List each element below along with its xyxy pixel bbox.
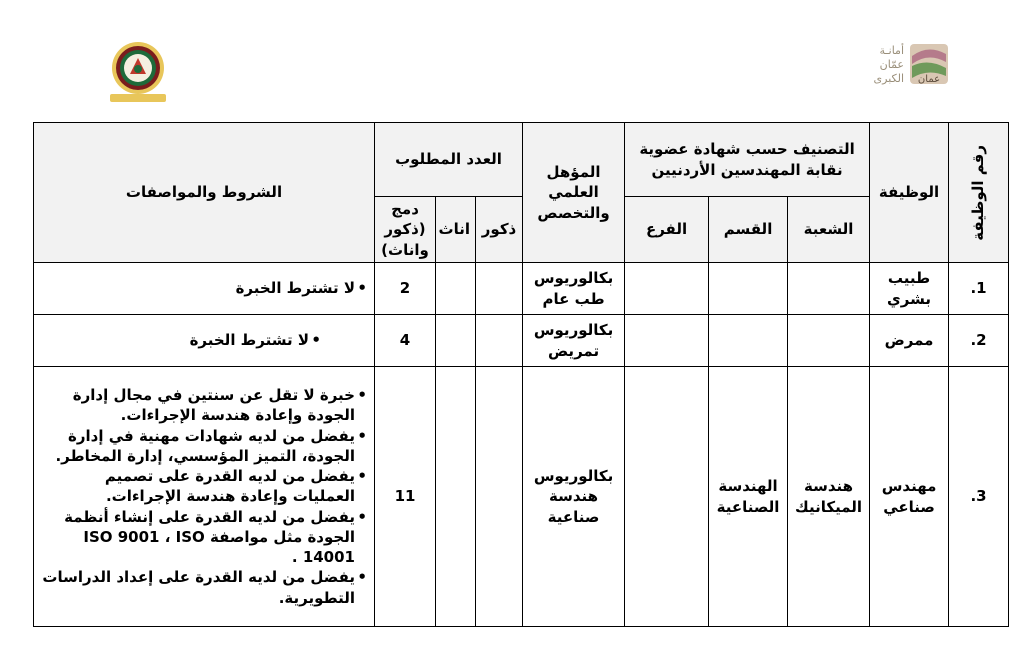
logo-text-line1: أمانـة	[879, 44, 904, 57]
table-row	[34, 263, 1009, 315]
section-cell	[709, 263, 788, 315]
job-title-cell: ممرض	[870, 315, 949, 367]
section-cell: الهندسة الصناعية	[709, 367, 788, 627]
branch-cell	[625, 367, 709, 627]
condition-item: • يفضل من لديه القدرة على إنشاء أنظمة الجودة مثل مواصفة ISO 9001 ، ISO 14001 .	[39, 507, 355, 568]
division-cell: هندسة الميكانيك	[788, 367, 870, 627]
header-count-required: العدد المطلوب	[375, 123, 523, 197]
merged-count-cell: 4	[375, 315, 436, 367]
header-job: الوظيفة	[870, 123, 949, 263]
header-section: القسم	[709, 197, 788, 263]
males-count-cell	[476, 367, 523, 627]
job-title-cell: طبيب بشري	[870, 263, 949, 315]
header-qualification: المؤهل العلمي والتخصص	[523, 123, 625, 263]
job-number-cell: 1.	[949, 263, 1009, 315]
division-cell	[788, 263, 870, 315]
qualification-cell: بكالوريوس طب عام	[523, 263, 625, 315]
logo-text-line2: عمّان	[879, 58, 904, 71]
engineers-association-seal-logo	[104, 40, 172, 104]
merged-count-cell: 11	[375, 367, 436, 627]
conditions-cell	[34, 263, 375, 315]
greater-amman-municipality-logo	[870, 40, 952, 88]
condition-item: • يفضل من لديه القدرة على إعداد الدراسات التطويرية.	[39, 567, 355, 608]
condition-item: • يفضل من لديه شهادات مهنية في إدارة الجودة، التميز المؤسسي، إدارة المخاطر.	[39, 426, 355, 467]
section-cell	[709, 315, 788, 367]
conditions-cell	[34, 367, 375, 627]
header-merged: دمج (ذكور واناث)	[375, 197, 436, 263]
table-row	[34, 367, 1009, 627]
merged-count-cell: 2	[375, 263, 436, 315]
condition-item: • خبرة لا تقل عن سنتين في مجال إدارة الجودة وإعادة هندسة الإجراءات.	[39, 385, 355, 426]
header-job-number: رقم الوظيفة	[949, 123, 1009, 263]
conditions-cell	[34, 315, 375, 367]
logo-text-line3: الكبرى	[873, 72, 904, 85]
header-females: اناث	[436, 197, 476, 263]
header-classification: التصنيف حسب شهادة عضوية نقابة المهندسين الأردنيين	[625, 123, 870, 197]
division-cell	[788, 315, 870, 367]
condition-item: • يفضل من لديه القدرة على تصميم العمليات وإعادة هندسة الإجراءات.	[39, 466, 355, 507]
branch-cell	[625, 315, 709, 367]
logo-mark: عمان	[917, 74, 941, 85]
branch-cell	[625, 263, 709, 315]
females-count-cell	[436, 263, 476, 315]
header-males: ذكور	[476, 197, 523, 263]
header-division: الشعبة	[788, 197, 870, 263]
header-conditions: الشروط والمواصفات	[34, 123, 375, 263]
females-count-cell	[436, 315, 476, 367]
header-branch: الفرع	[625, 197, 709, 263]
condition-item: • لا تشترط الخبرة	[39, 278, 355, 298]
males-count-cell	[476, 263, 523, 315]
qualification-cell: بكالوريوس تمريض	[523, 315, 625, 367]
females-count-cell	[436, 367, 476, 627]
males-count-cell	[476, 315, 523, 367]
job-title-cell: مهندس صناعي	[870, 367, 949, 627]
condition-item: • لا تشترط الخبرة	[39, 330, 309, 350]
table-row	[34, 315, 1009, 367]
job-number-cell: 3.	[949, 367, 1009, 627]
job-number-cell: 2.	[949, 315, 1009, 367]
jobs-table	[33, 122, 1009, 627]
qualification-cell: بكالوريوس هندسة صناعية	[523, 367, 625, 627]
